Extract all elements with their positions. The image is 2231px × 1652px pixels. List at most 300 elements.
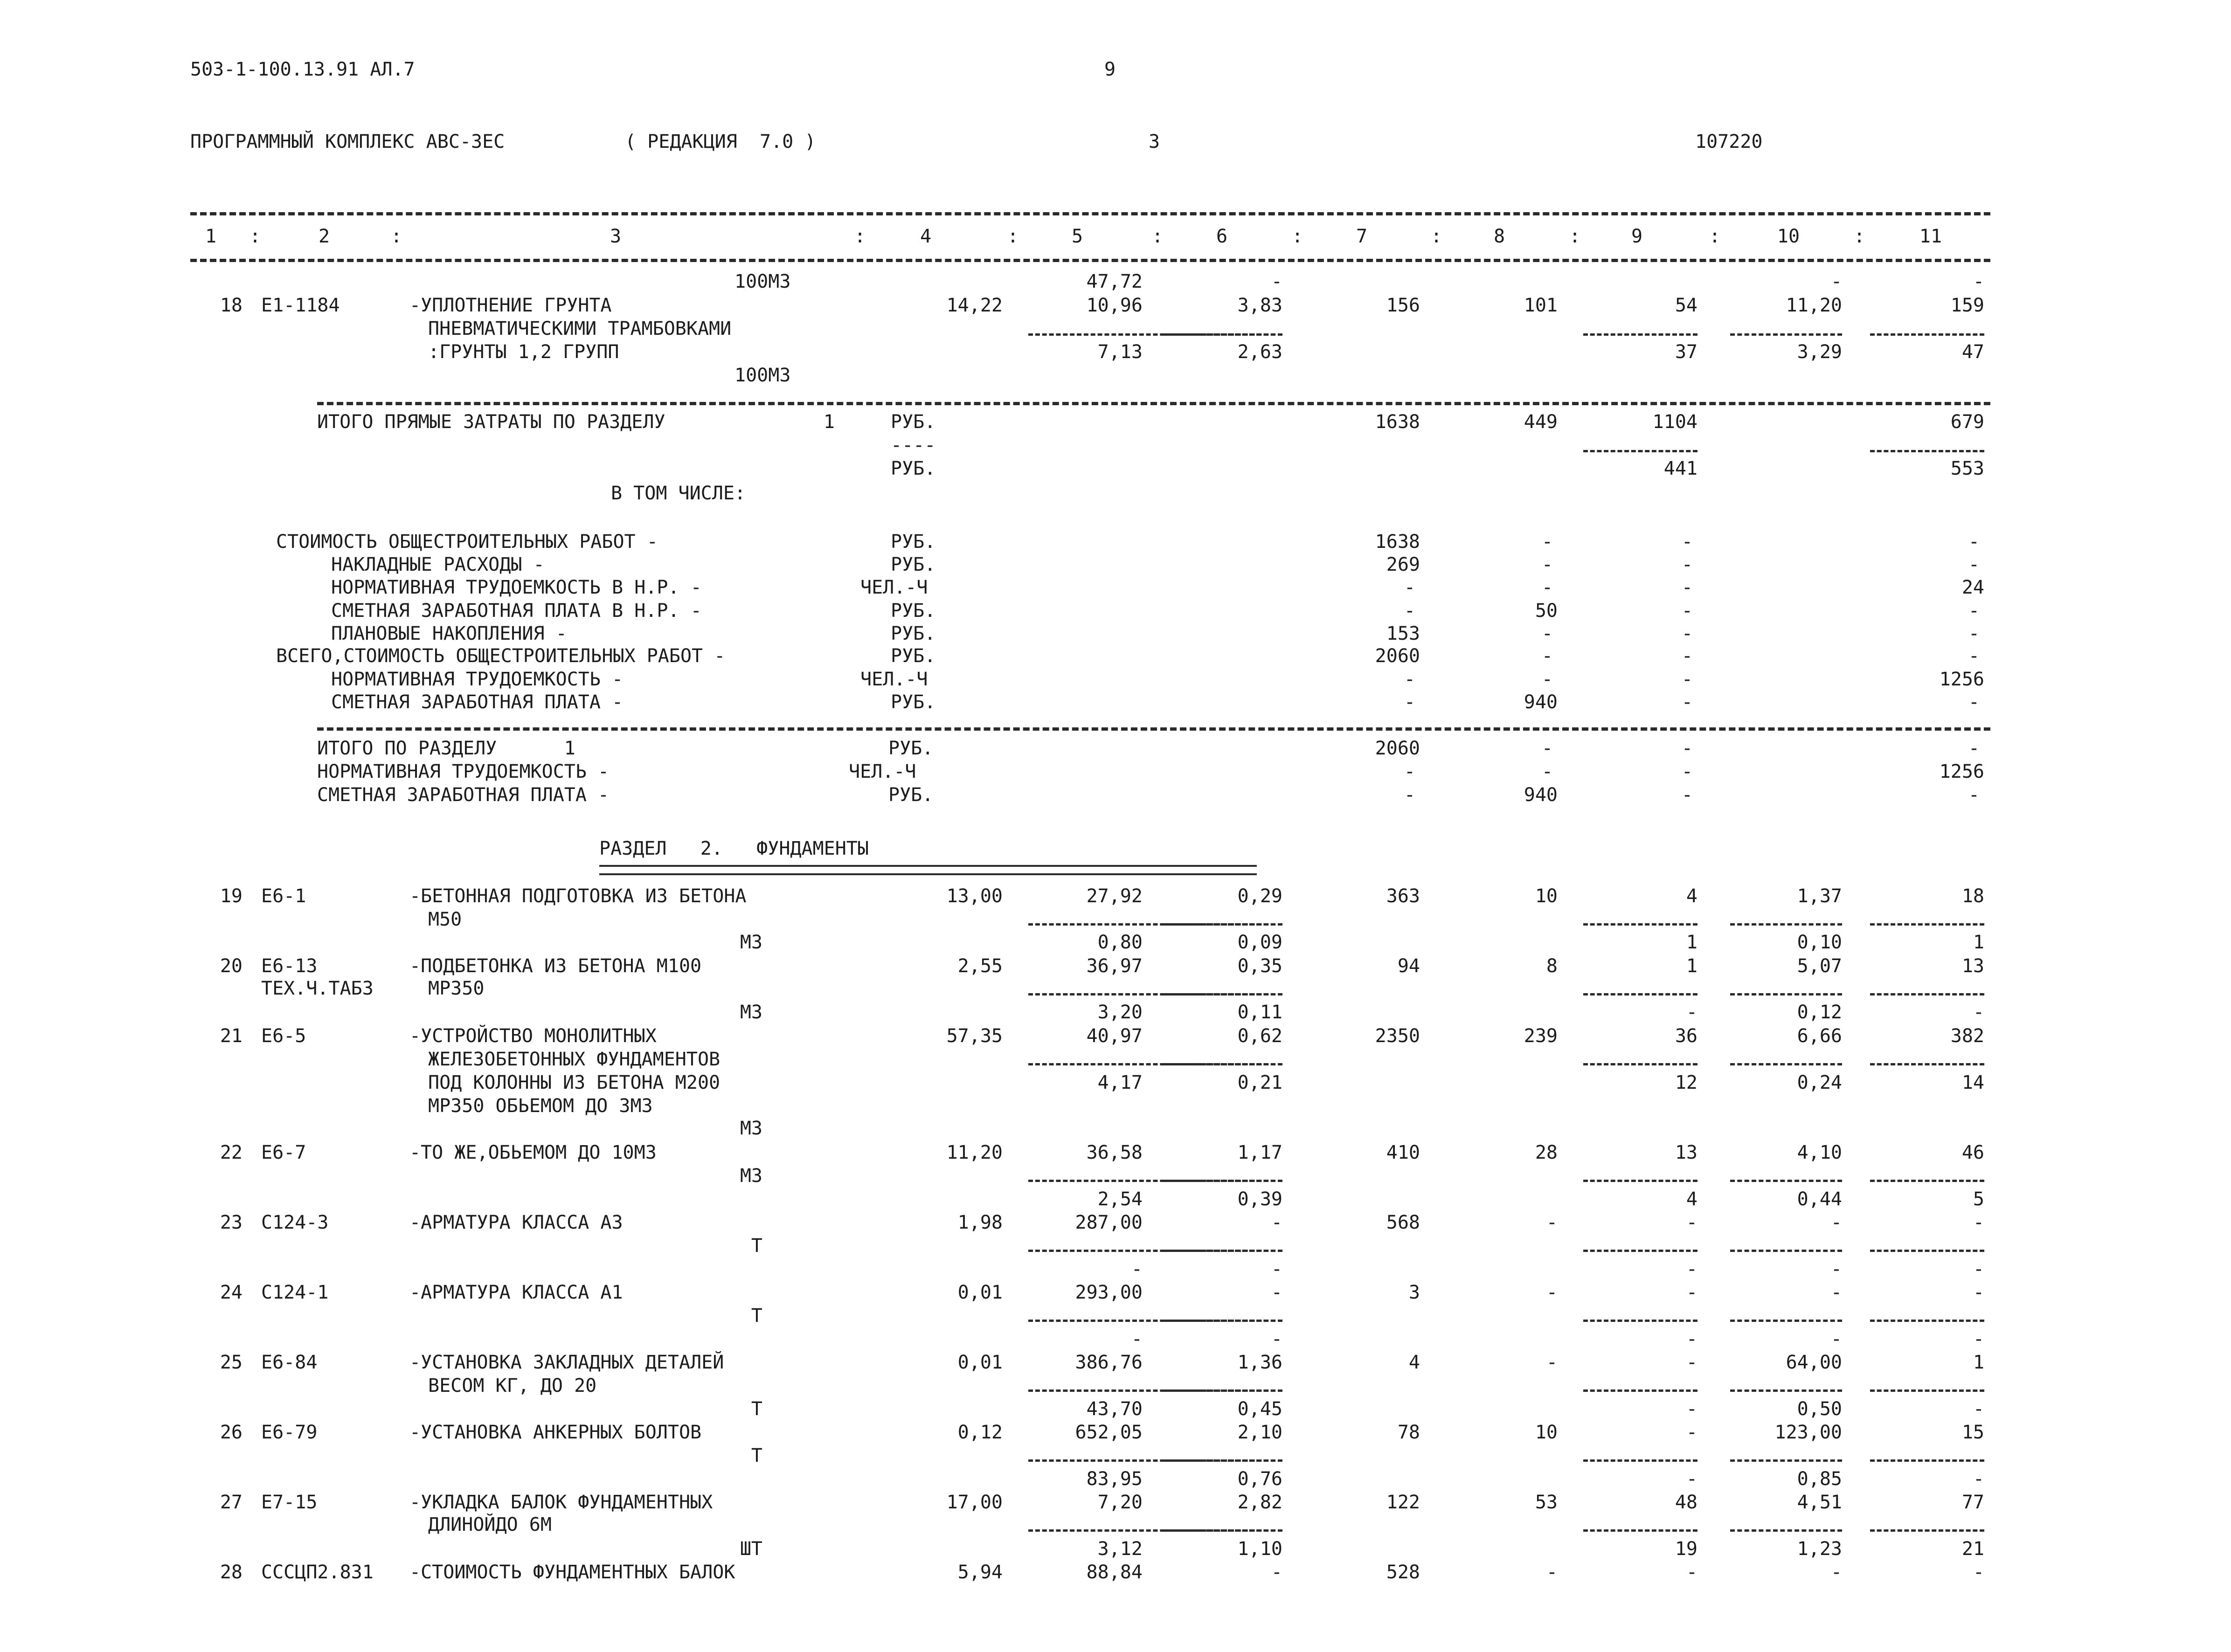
subtotal-rule	[1583, 450, 1698, 452]
row-number: 22	[220, 1142, 242, 1163]
unit-label: 100М3	[734, 271, 791, 292]
subtotal-rule	[1730, 333, 1842, 336]
cell-c6: 2,82	[1237, 1492, 1282, 1513]
cell-c9: 54	[1675, 295, 1698, 316]
cell-c9: -	[1681, 623, 1693, 644]
unit-label: РУБ.	[891, 411, 936, 433]
cell-c7: -	[1404, 761, 1415, 782]
work-description-line: ПНЕВМАТИЧЕСКИМИ ТРАМБОВКАМИ	[428, 318, 732, 339]
unit-label: М3	[740, 1002, 762, 1023]
row-number: 23	[220, 1212, 242, 1233]
cell-sub-c5: 3,20	[1097, 1002, 1143, 1023]
cell-sub-c10: 0,12	[1797, 1002, 1842, 1023]
unit-label: РУБ.	[891, 531, 936, 553]
unit-label: Т	[751, 1445, 762, 1466]
cell-c10: -	[1830, 1562, 1842, 1583]
cell-c4: 2,55	[957, 955, 1003, 977]
cell-c4: 5,94	[957, 1562, 1003, 1583]
cell-c8: -	[1546, 1562, 1558, 1583]
cell-c10: 11,20	[1786, 295, 1842, 316]
cell-c8: -	[1546, 1352, 1558, 1373]
work-description-line: ВЕСОМ КГ, ДО 20	[428, 1375, 597, 1396]
cell-c4: 0,01	[957, 1352, 1003, 1373]
subtotal-rule	[1164, 993, 1282, 995]
cell-above-c10: -	[1830, 271, 1842, 292]
cell-c11: 1256	[1939, 669, 1984, 690]
breakdown-label: СМЕТНАЯ ЗАРАБОТНАЯ ПЛАТА В Н.Р. -	[331, 600, 702, 622]
cell-c7: -	[1404, 600, 1415, 622]
cell-c7: 2060	[1375, 738, 1420, 759]
cell-c9: 4	[1686, 885, 1698, 907]
column-separator: :	[249, 226, 261, 247]
subtotal-rule	[1583, 333, 1698, 336]
subtotal-rule	[1870, 1459, 1984, 1462]
cell-sub-c5: -	[1131, 1328, 1143, 1350]
cell-c4: 14,22	[946, 295, 1003, 316]
cell-sub-c10: 3,29	[1797, 341, 1842, 363]
cell-c7: -	[1404, 784, 1415, 806]
cell-sub-c9: -	[1686, 1398, 1698, 1420]
column-header-1: 1	[205, 226, 217, 247]
breakdown-label: СМЕТНАЯ ЗАРАБОТНАЯ ПЛАТА -	[331, 691, 624, 713]
doc-id: 107220	[1695, 131, 1763, 152]
unit-label: РУБ.	[891, 554, 936, 575]
subtotal-rule	[1583, 1320, 1698, 1322]
cell-sub-c11: 21	[1961, 1538, 1984, 1560]
cell-c10: 4,10	[1797, 1142, 1842, 1163]
column-separator: :	[1292, 226, 1303, 247]
cell-c8: -	[1541, 669, 1553, 690]
section-total-label: НОРМАТИВНАЯ ТРУДОЕМКОСТЬ -	[317, 761, 610, 782]
work-description: -БЕТОННАЯ ПОДГОТОВКА ИЗ БЕТОНА	[409, 885, 747, 907]
cell-sub-c11: -	[1973, 1002, 1984, 1023]
cell-c7: 528	[1386, 1562, 1420, 1583]
cell-above-c6: -	[1271, 271, 1282, 292]
subtotal-rule	[1730, 1389, 1842, 1392]
doc-code: 503-1-100.13.91 АЛ.7	[190, 59, 415, 80]
column-separator: :	[854, 226, 866, 247]
work-description-line: :ГРУНТЫ 1,2 ГРУПП	[428, 341, 619, 363]
unit-label: 100М3	[734, 365, 791, 386]
subtotal-rule	[1164, 1180, 1282, 1182]
unit-dashes: ----	[891, 435, 936, 456]
cell-c11: -	[1968, 623, 1980, 644]
subtotal-rule	[1870, 1180, 1984, 1182]
norm-code: Е6-1	[261, 885, 306, 907]
cell-c10: 4,51	[1797, 1492, 1842, 1513]
column-header-5: 5	[1071, 226, 1083, 247]
column-header-7: 7	[1356, 226, 1368, 247]
cell-c9: -	[1686, 1422, 1698, 1443]
cell-sub-c5: 83,95	[1086, 1468, 1143, 1490]
cell-sub-c11: -	[1973, 1468, 1984, 1490]
unit-label: РУБ.	[891, 600, 936, 622]
cell-above-c5: 47,72	[1086, 271, 1143, 292]
cell-c8: 53	[1535, 1492, 1558, 1513]
cell-sub-c5: 0,80	[1097, 932, 1143, 953]
cell-c8: 449	[1524, 411, 1558, 433]
cell-sub-c10: 0,44	[1797, 1189, 1842, 1210]
cell-c11: 15	[1961, 1422, 1984, 1443]
breakdown-label: СТОИМОСТЬ ОБЩЕСТРОИТЕЛЬНЫХ РАБОТ -	[276, 531, 658, 553]
sheet-number: 3	[1148, 131, 1160, 152]
cell-c7: 78	[1397, 1422, 1420, 1443]
cell-c10: -	[1830, 1282, 1842, 1303]
work-description: -УКЛАДКА БАЛОК ФУНДАМЕНТНЫХ	[409, 1492, 713, 1513]
cell-c7: 2350	[1375, 1025, 1420, 1047]
cell-c9: 1	[1686, 955, 1698, 977]
norm-code: Е6-5	[261, 1025, 306, 1047]
cell-sub-c5: 2,54	[1097, 1189, 1143, 1210]
column-separator: :	[1152, 226, 1164, 247]
unit-label: Т	[751, 1398, 762, 1420]
cell-c11: -	[1973, 1212, 1984, 1233]
subtotal-rule	[1870, 450, 1984, 452]
subtotal-rule	[1164, 1250, 1282, 1252]
cell-c9: 48	[1675, 1492, 1698, 1513]
work-description: -СТОИМОСТЬ ФУНДАМЕНТНЫХ БАЛОК	[409, 1562, 735, 1583]
cell-c8: 10	[1535, 885, 1558, 907]
column-header-10: 10	[1777, 226, 1800, 247]
total-direct-section: 1	[823, 411, 835, 433]
row-number: 24	[220, 1282, 242, 1303]
row-number: 18	[220, 295, 242, 316]
subtotal-rule	[1583, 1063, 1698, 1065]
cell-c5: 27,92	[1086, 885, 1143, 907]
cell-c5: 652,05	[1075, 1422, 1143, 1443]
cell-c4: 1,98	[957, 1212, 1003, 1233]
cell-c7: -	[1404, 691, 1415, 713]
unit-label: М3	[740, 1118, 762, 1139]
cell-sub-c6: 2,63	[1237, 341, 1282, 363]
cell-c8: -	[1541, 761, 1553, 782]
cell-c11: 13	[1961, 955, 1984, 977]
subtotal-rule	[1164, 333, 1282, 336]
cell-sub-c9: -	[1686, 1258, 1698, 1280]
cell-c8: -	[1541, 554, 1553, 575]
row-number: 21	[220, 1025, 242, 1047]
cell-c4: 0,12	[957, 1422, 1003, 1443]
cell-c9: -	[1681, 738, 1693, 759]
cell-c9: -	[1686, 1352, 1698, 1373]
cell-c9: -	[1681, 577, 1693, 598]
subtotal-rule	[1583, 1459, 1698, 1462]
cell-c9: 1104	[1652, 411, 1698, 433]
cell-c8: 10	[1535, 1422, 1558, 1443]
cell-c5: 40,97	[1086, 1025, 1143, 1047]
cell-c11: -	[1968, 738, 1980, 759]
cell-c10: 123,00	[1774, 1422, 1842, 1443]
cell-c5: 386,76	[1075, 1352, 1143, 1373]
cell-sub-c6: 0,45	[1237, 1398, 1282, 1420]
column-separator: :	[1431, 226, 1442, 247]
norm-code: С124-3	[261, 1212, 329, 1233]
cell-c11: -	[1968, 531, 1980, 553]
subtotal-rule	[1870, 1250, 1984, 1252]
work-description-line: ДЛИНОЙДО 6М	[428, 1514, 552, 1535]
unit-label: ЧЕЛ.-Ч	[849, 761, 916, 782]
cell-c7: 2060	[1375, 645, 1420, 667]
cell-c6: -	[1271, 1282, 1282, 1303]
cell-sub-c5: 43,70	[1086, 1398, 1143, 1420]
cell-c5: 10,96	[1086, 295, 1143, 316]
cell-sub-c9: -	[1686, 1328, 1698, 1350]
subtotal-rule	[1730, 1250, 1842, 1252]
cell-c11: 18	[1961, 885, 1984, 907]
cell-sub-c5: -	[1131, 1258, 1143, 1280]
cell-sub-c10: -	[1830, 1258, 1842, 1280]
cell-sub-c9: 37	[1675, 341, 1698, 363]
norm-code: Е6-7	[261, 1142, 306, 1163]
cell-c7: 4	[1408, 1352, 1420, 1373]
program-title: ПРОГРАММНЫЙ КОМПЛЕКС АВС-ЗЕС	[190, 131, 505, 152]
cell-c8: 50	[1535, 600, 1558, 622]
subtotal-rule	[1583, 1180, 1698, 1182]
cell-sub-c11: -	[1973, 1398, 1984, 1420]
unit-label: РУБ.	[888, 784, 934, 806]
cell-sub-c9: 1	[1686, 932, 1698, 953]
row-number: 27	[220, 1492, 242, 1513]
cell-sub-c6: 0,09	[1237, 932, 1282, 953]
cell-c6: 1,17	[1237, 1142, 1282, 1163]
breakdown-label: НОРМАТИВНАЯ ТРУДОЕМКОСТЬ В Н.Р. -	[331, 577, 702, 598]
including-label: В ТОМ ЧИСЛЕ:	[611, 483, 746, 504]
cell-c4: 17,00	[946, 1492, 1003, 1513]
cell-sub-c10: -	[1830, 1328, 1842, 1350]
norm-code: Е1-1184	[261, 295, 340, 316]
cell-c11: 159	[1950, 295, 1984, 316]
cell-c11: 24	[1961, 577, 1984, 598]
cell-sub-c9: -	[1686, 1468, 1698, 1490]
cell-c9: -	[1681, 600, 1693, 622]
cell-c8: -	[1541, 738, 1553, 759]
work-description: -ПОДБЕТОНКА ИЗ БЕТОНА М100	[409, 955, 702, 977]
work-description: -УСТАНОВКА ЗАКЛАДНЫХ ДЕТАЛЕЙ	[409, 1352, 724, 1373]
cell-c8: -	[1541, 645, 1553, 667]
cell-c11: 1	[1973, 1352, 1984, 1373]
cell-sub-c6: 0,76	[1237, 1468, 1282, 1490]
unit-label: ЧЕЛ.-Ч	[860, 669, 928, 690]
cell-c7: 269	[1386, 554, 1420, 575]
cell-c8: 940	[1524, 691, 1558, 713]
work-description-line: МР350	[428, 978, 485, 999]
column-header-4: 4	[920, 226, 932, 247]
breakdown-label: ПЛАНОВЫЕ НАКОПЛЕНИЯ -	[331, 623, 567, 644]
cell-c5: 7,20	[1097, 1492, 1143, 1513]
cell-c9: -	[1681, 645, 1693, 667]
subtotal-rule	[1583, 923, 1698, 926]
cell-c7: 156	[1386, 295, 1420, 316]
work-description: -ТО ЖЕ,ОБЬЕМОМ ДО 10М3	[409, 1142, 657, 1163]
section-total-label: СМЕТНАЯ ЗАРАБОТНАЯ ПЛАТА -	[317, 784, 610, 806]
subtotal-rule	[1164, 1459, 1282, 1462]
breakdown-label: ВСЕГО,СТОИМОСТЬ ОБЩЕСТРОИТЕЛЬНЫХ РАБОТ -	[276, 645, 726, 667]
cell-c7: 363	[1386, 885, 1420, 907]
cell-sub-c9: 19	[1675, 1538, 1698, 1560]
row-number: 25	[220, 1352, 242, 1373]
unit-label: ШТ	[740, 1538, 762, 1560]
subtotal-rule	[1870, 1320, 1984, 1322]
breakdown-label: НАКЛАДНЫЕ РАСХОДЫ -	[331, 554, 545, 575]
subtotal-rule	[1583, 993, 1698, 995]
cell-c6: 0,29	[1237, 885, 1282, 907]
section-rule	[317, 402, 1990, 405]
cell-c4: 11,20	[946, 1142, 1003, 1163]
cell-c5: 287,00	[1075, 1212, 1143, 1233]
cell-c10: -	[1830, 1212, 1842, 1233]
cell-sub-c6: 0,11	[1237, 1002, 1282, 1023]
cell-sub-c5: 4,17	[1097, 1072, 1143, 1093]
cell-sub-c11: 47	[1961, 341, 1984, 363]
column-separator: :	[391, 226, 402, 247]
cell-c10: 1,37	[1797, 885, 1842, 907]
subtotal-rule	[1164, 1320, 1282, 1322]
work-description-line: М50	[428, 909, 462, 930]
cell-sub-c9: 12	[1675, 1072, 1698, 1093]
row-number: 20	[220, 955, 242, 977]
subtotal-rule	[1730, 923, 1842, 926]
cell-c9: -	[1681, 761, 1693, 782]
cell-sub-c9: 441	[1663, 458, 1698, 479]
subtotal-rule	[1730, 1529, 1842, 1532]
cell-c5: 36,97	[1086, 955, 1143, 977]
row-number: 26	[220, 1422, 242, 1443]
row-number: 28	[220, 1562, 242, 1583]
subtotal-rule	[1583, 1250, 1698, 1252]
cell-c8: -	[1546, 1282, 1558, 1303]
subtotal-rule	[1730, 1180, 1842, 1182]
program-version: ( РЕДАКЦИЯ 7.0 )	[625, 131, 816, 152]
unit-label: ЧЕЛ.-Ч	[860, 577, 928, 598]
cell-c10: 6,66	[1797, 1025, 1842, 1047]
subtotal-rule	[1870, 333, 1984, 336]
column-header-6: 6	[1216, 226, 1228, 247]
work-description: -УПЛОТНЕНИЕ ГРУНТА	[409, 295, 612, 316]
cell-c6: -	[1271, 1212, 1282, 1233]
cell-c8: 8	[1546, 955, 1558, 977]
unit-label: М3	[740, 1165, 762, 1187]
cell-c9: 36	[1675, 1025, 1698, 1047]
cell-c9: -	[1686, 1282, 1698, 1303]
cell-c11: 679	[1950, 411, 1984, 433]
subtotal-rule	[1870, 1529, 1984, 1532]
norm-code: С124-1	[261, 1282, 329, 1303]
row-number: 19	[220, 885, 242, 907]
norm-code: СССЦП2.831	[261, 1562, 374, 1583]
cell-c6: 0,62	[1237, 1025, 1282, 1047]
subtotal-rule	[1164, 1389, 1282, 1392]
cell-c8: 101	[1524, 295, 1558, 316]
cell-c8: 940	[1524, 784, 1558, 806]
cell-above-c11: -	[1973, 271, 1984, 292]
cell-sub-c6: -	[1271, 1328, 1282, 1350]
unit-label: РУБ.	[888, 738, 934, 759]
section-title-underline	[599, 865, 1257, 875]
norm-code: Е6-84	[261, 1352, 318, 1373]
section-title: РАЗДЕЛ 2. ФУНДАМЕНТЫ	[599, 838, 869, 859]
subtotal-rule	[1583, 1389, 1698, 1392]
breakdown-label: НОРМАТИВНАЯ ТРУДОЕМКОСТЬ -	[331, 669, 624, 690]
cell-c11: 77	[1961, 1492, 1984, 1513]
cell-sub-c11: 5	[1973, 1189, 1984, 1210]
cell-sub-c6: 0,21	[1237, 1072, 1282, 1093]
cell-c7: 3	[1408, 1282, 1420, 1303]
cell-sub-c6: 0,39	[1237, 1189, 1282, 1210]
cell-c9: -	[1681, 784, 1693, 806]
page-number: 9	[1104, 59, 1116, 80]
cell-c5: 36,58	[1086, 1142, 1143, 1163]
unit-label: РУБ.	[891, 691, 936, 713]
cell-sub-c6: 1,10	[1237, 1538, 1282, 1560]
column-header-8: 8	[1493, 226, 1505, 247]
cell-c11: 1256	[1939, 761, 1984, 782]
cell-c11: -	[1968, 784, 1980, 806]
cell-sub-c11: -	[1973, 1258, 1984, 1280]
column-separator: :	[1854, 226, 1865, 247]
subtotal-rule	[1164, 1529, 1282, 1532]
cell-c9: -	[1686, 1562, 1698, 1583]
cell-c6: 3,83	[1237, 295, 1282, 316]
column-separator: :	[1569, 226, 1581, 247]
unit-label: М3	[740, 932, 762, 953]
subtotal-rule	[1730, 1063, 1842, 1065]
subtotal-rule	[1870, 993, 1984, 995]
cell-c11: 382	[1950, 1025, 1984, 1047]
work-description-line: МР350 ОБЬЕМОМ ДО 3М3	[428, 1095, 653, 1117]
column-header-3: 3	[610, 226, 622, 247]
section-total-label: ИТОГО ПО РАЗДЕЛУ 1	[317, 738, 575, 759]
cell-c9: -	[1681, 669, 1693, 690]
cell-c4: 57,35	[946, 1025, 1003, 1047]
subtotal-rule	[1870, 1389, 1984, 1392]
cell-c5: 88,84	[1086, 1562, 1143, 1583]
cell-c8: -	[1541, 577, 1553, 598]
cell-sub-c5: 7,13	[1097, 341, 1143, 363]
cell-c8: -	[1541, 623, 1553, 644]
cell-sub-c11: -	[1973, 1328, 1984, 1350]
cell-c8: 239	[1524, 1025, 1558, 1047]
total-direct-label: ИТОГО ПРЯМЫЕ ЗАТРАТЫ ПО РАЗДЕЛУ	[317, 411, 665, 433]
work-description: -АРМАТУРА КЛАССА А1	[409, 1282, 623, 1303]
cell-c7: 153	[1386, 623, 1420, 644]
norm-code-extra: ТЕХ.Ч.ТАБ3	[261, 978, 374, 999]
column-header-11: 11	[1919, 226, 1942, 247]
work-description: -УСТАНОВКА АНКЕРНЫХ БОЛТОВ	[409, 1422, 702, 1443]
cell-sub-c10: 0,10	[1797, 932, 1842, 953]
cell-c4: 0,01	[957, 1282, 1003, 1303]
subtotal-rule	[1870, 1063, 1984, 1065]
cell-c7: -	[1404, 577, 1415, 598]
subtotal-rule	[1583, 1529, 1698, 1532]
norm-code: Е6-79	[261, 1422, 318, 1443]
cell-c6: 2,10	[1237, 1422, 1282, 1443]
unit-label: РУБ.	[891, 623, 936, 644]
cell-c7: 122	[1386, 1492, 1420, 1513]
cell-c7: 410	[1386, 1142, 1420, 1163]
cell-c9: 13	[1675, 1142, 1698, 1163]
work-description-line: ЖЕЛЕЗОБЕТОННЫХ ФУНДАМЕНТОВ	[428, 1049, 721, 1070]
column-header-2: 2	[318, 226, 330, 247]
cell-sub-c11: 14	[1961, 1072, 1984, 1093]
subtotal-rule	[1730, 1459, 1842, 1462]
cell-sub-c6: -	[1271, 1258, 1282, 1280]
cell-c6: 0,35	[1237, 955, 1282, 977]
column-header-9: 9	[1631, 226, 1643, 247]
norm-code: Е6-13	[261, 955, 318, 977]
unit-label: РУБ.	[891, 645, 936, 667]
cell-c7: -	[1404, 669, 1415, 690]
cell-c7: 1638	[1375, 531, 1420, 553]
